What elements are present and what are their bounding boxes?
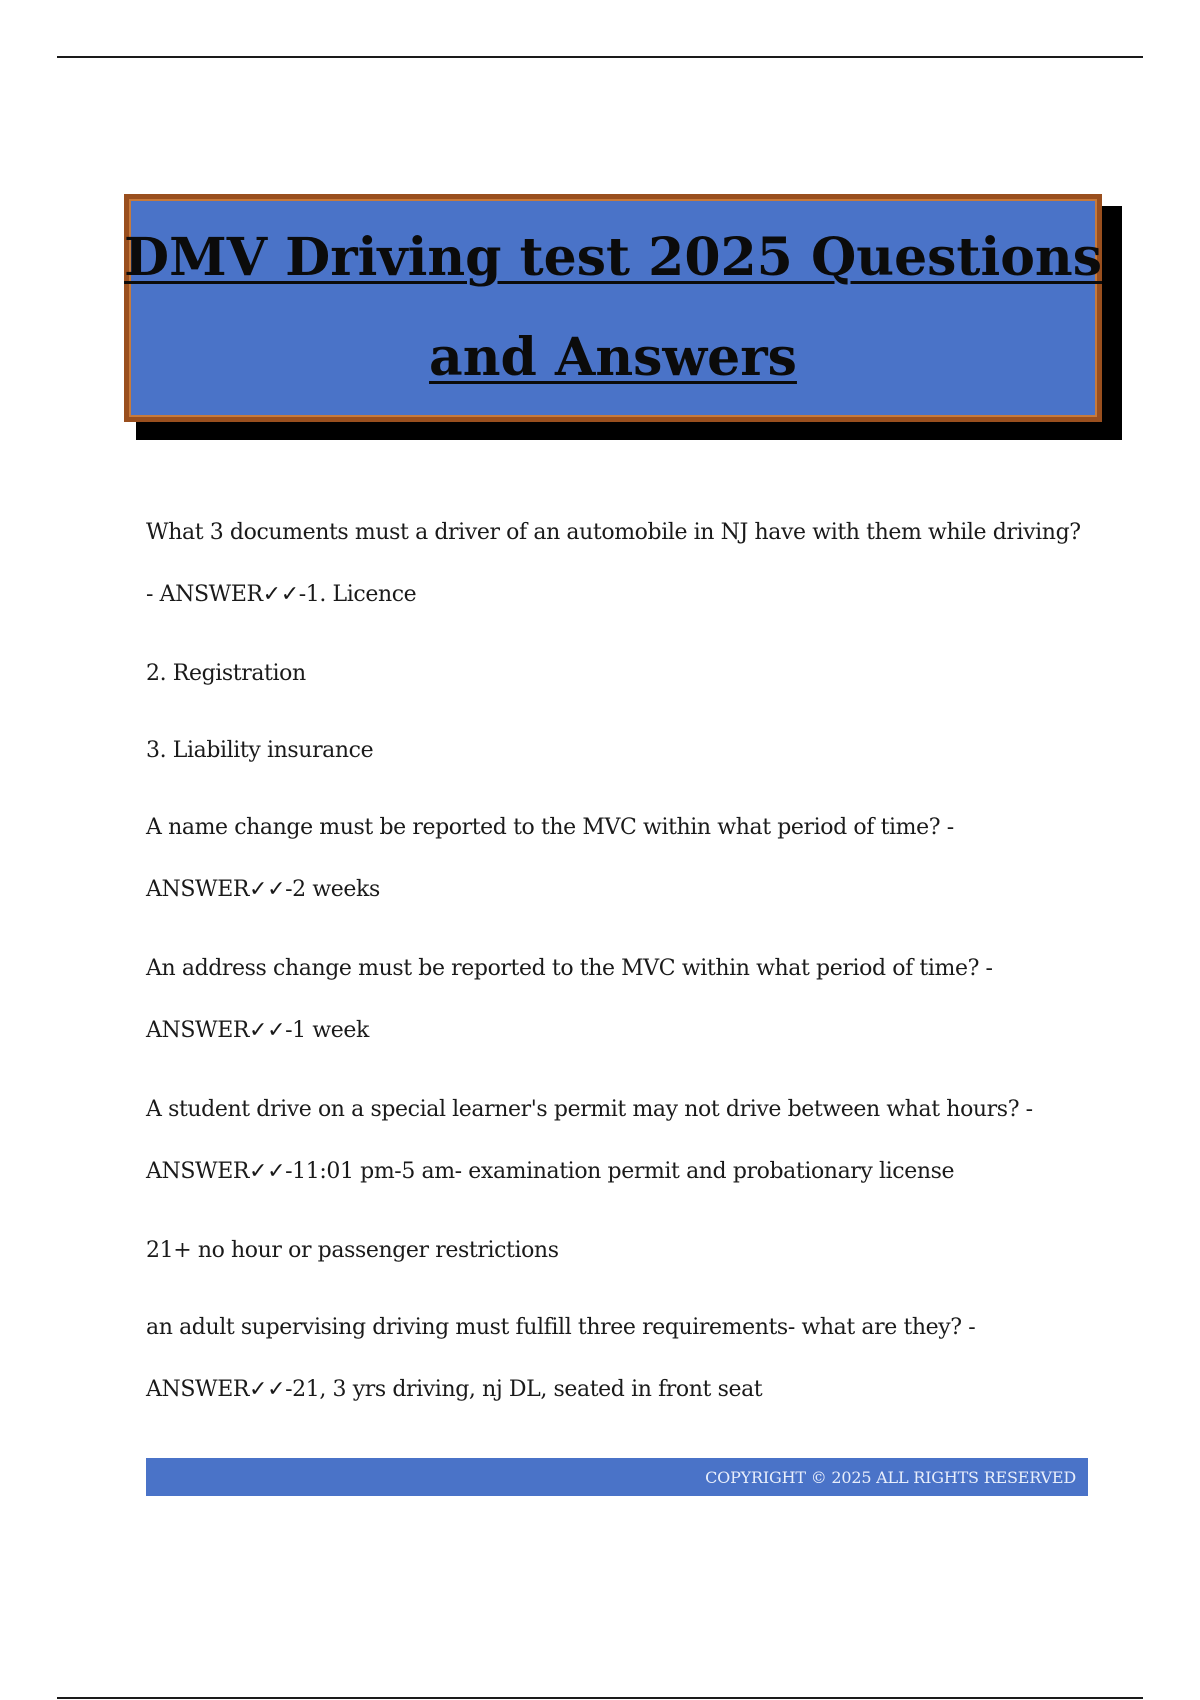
question-4: A student drive on a special learner's permit may not drive between what hours? - [146,1097,1033,1122]
answer-5: ANSWER✓✓-21, 3 yrs driving, nj DL, seated in front seat [146,1377,763,1402]
question-5: an adult supervising driving must fulfill three requirements- what are they? - [146,1315,976,1340]
document-title-line-2: and Answers [429,327,797,388]
copyright-text: COPYRIGHT © 2025 ALL RIGHTS RESERVED [705,1467,1076,1487]
copyright-bar [146,1458,1088,1496]
title-box [124,194,1102,422]
answer-4: ANSWER✓✓-11:01 pm-5 am- examination permit and probationary license [146,1159,955,1184]
answer-3: ANSWER✓✓-1 week [146,1018,369,1043]
document-title-line-1: DMV Driving test 2025 Questions [124,227,1102,288]
bottom-rule [57,1697,1143,1699]
answer-1-item-3: 3. Liability insurance [146,738,374,763]
answer-1: - ANSWER✓✓-1. Licence [146,582,417,607]
answer-4-continued: 21+ no hour or passenger restrictions [146,1238,559,1263]
answer-1-item-2: 2. Registration [146,661,306,686]
question-3: An address change must be reported to the MVC within what period of time? - [146,956,993,981]
top-rule [57,56,1143,58]
question-1: What 3 documents must a driver of an automobile in NJ have with them while driving? [146,520,1081,545]
question-2: A name change must be reported to the MVC within what period of time? - [146,815,954,840]
answer-2: ANSWER✓✓-2 weeks [146,877,380,902]
